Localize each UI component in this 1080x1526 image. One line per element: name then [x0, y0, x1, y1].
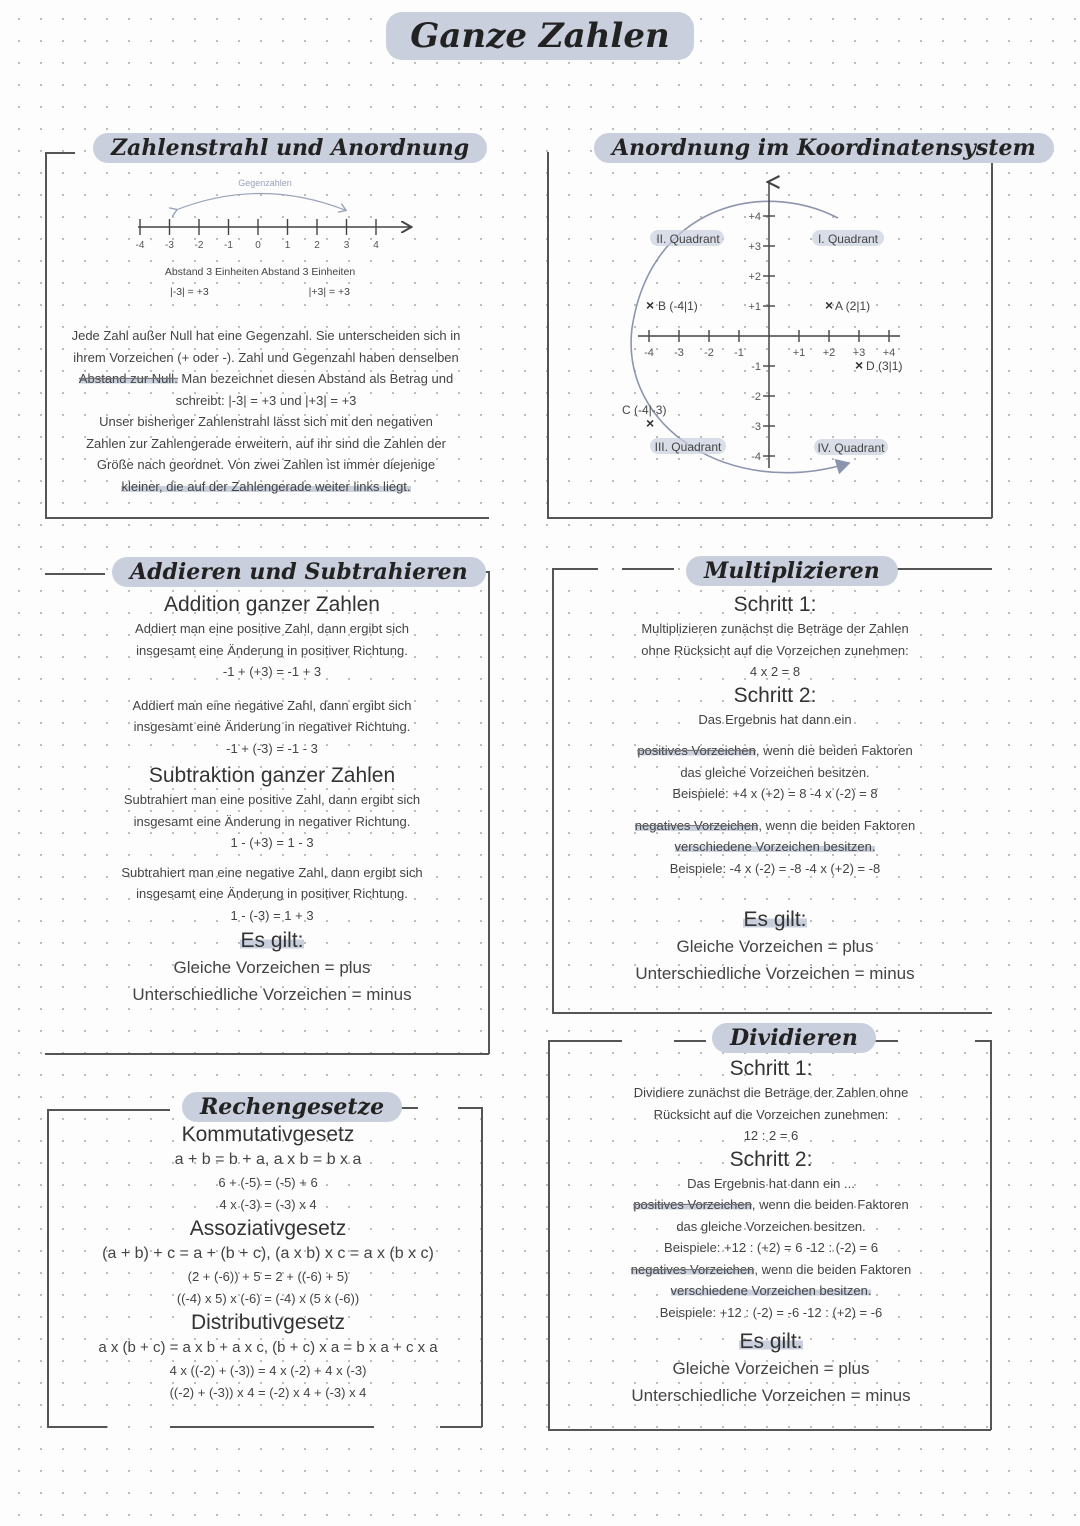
number-line-tick-label: -1 — [224, 240, 233, 251]
x-axis-tick-label: +1 — [792, 347, 806, 359]
box-border-bottom-mid — [170, 1426, 374, 1428]
box-border-right — [990, 1040, 992, 1430]
add-line-3: -1 + (+3) = -1 + 3 — [222, 664, 322, 679]
number-line-tick-label: 1 — [284, 240, 291, 251]
box-border-top-corner — [458, 1107, 482, 1109]
box-border-bottom — [45, 517, 489, 519]
box-border-right — [488, 571, 490, 1054]
mult-schritt-1: Schritt 1: — [733, 593, 817, 616]
y-axis-tick-label: +4 — [748, 211, 761, 223]
koordinaten-heading: Anordnung im Koordinatensystem — [594, 133, 1054, 163]
number-line-tick-label: 2 — [314, 240, 320, 251]
x-axis-tick-label: -2 — [704, 347, 714, 359]
dividieren-heading: Dividieren — [712, 1023, 876, 1053]
zs-line-3: Man bezeichnet diesen Abstand als Betrag und — [177, 371, 454, 386]
mult-line-3: 4 x 2 = 8 — [749, 664, 801, 679]
sub-line-6: 1 - (-3) = 1 + 3 — [230, 907, 314, 923]
mult-schritt-2: Schritt 2: — [733, 683, 817, 707]
number-line-tick-label: -4 — [135, 240, 145, 251]
zs-line-4: schreibt: |-3| = +3 und |+3| = +3 — [175, 392, 357, 408]
zs-line-5: Unser bisheriger Zahlenstrahl lässt sich mit den negativen — [99, 414, 433, 429]
rechengesetze-text — [58, 1122, 478, 1404]
box-border-left — [47, 1109, 49, 1427]
box-border-top-mid — [622, 568, 674, 570]
point-d-marker: × — [855, 357, 864, 373]
add-line-4: Addiert man eine negative Zahl, dann ergibt sich — [132, 697, 412, 713]
distance-block — [120, 262, 400, 302]
box-border-bottom — [552, 1012, 992, 1014]
box-border-left — [548, 1040, 550, 1430]
mult-line-1: Multiplizieren zunächst die Beträge der Zahlen — [641, 621, 909, 636]
point-a-marker: × — [825, 297, 834, 313]
box-border-bottom-right — [440, 1426, 482, 1428]
box-border-bottom — [547, 517, 992, 519]
point-d-label: D (3|1) — [866, 359, 903, 373]
abs-left: |-3| = +3 — [169, 286, 209, 298]
assoziativ-rule: (a + b) + c = a + (b + c), (a x b) x c = a x (b x c) — [102, 1245, 434, 1262]
multiplizieren-heading: Multiplizieren — [686, 556, 898, 586]
add-line-6: -1 + (-3) = -1 - 3 — [226, 740, 318, 756]
div-line-2: Rücksicht auf die Vorzeichen zunehmen: — [653, 1106, 889, 1122]
div-line-4: Das Ergebnis hat dann ein ... — [687, 1175, 855, 1191]
box-border-bottom — [45, 1053, 489, 1055]
box-border-top — [45, 152, 75, 154]
mult-line-6: das gleiche Vorzeichen besitzen. — [680, 764, 870, 780]
box-border-top-left — [552, 568, 598, 570]
div-line-5: , wenn die beiden Faktoren — [751, 1197, 909, 1212]
div-schritt-2: Schritt 2: — [729, 1147, 813, 1171]
q3-label: III. Quadrant — [654, 440, 722, 454]
box-border-top-corner — [975, 1040, 991, 1042]
mult-line-2: ohne Rücksicht auf die Vorzeichen zunehmen: — [641, 642, 909, 658]
x-axis-tick-label: -1 — [734, 347, 744, 359]
div-neg-highlight: negatives Vorzeichen — [630, 1261, 755, 1277]
mult-rule-1: Gleiche Vorzeichen = plus — [676, 937, 874, 956]
box-border-left — [547, 152, 549, 518]
q1-label: I. Quadrant — [817, 232, 879, 246]
assoziativ-title: Assoziativgesetz — [189, 1217, 347, 1240]
zs-line-7: Größe nach geordnet. Von zwei Zahlen ist immer diejenige — [96, 457, 436, 472]
gegenzahlen-label: Gegenzahlen — [238, 178, 292, 188]
distributiv-ex-1: 4 x ((-2) + (-3)) = 4 x (-2) + 4 x (-3) — [169, 1363, 367, 1378]
point-a-label: A (2|1) — [835, 299, 871, 313]
zs-line-6: Zahlen zur Zahlengerade erweitern, auf ihr sind die Zahlen der — [86, 435, 446, 451]
div-line-10: Beispiele: +12 : (-2) = -6 -12 : (+2) = -6 — [659, 1304, 883, 1320]
mult-neg-highlight: negatives Vorzeichen — [634, 817, 759, 833]
sub-line-4: Subtrahiert man eine negative Zahl, dann ergibt sich — [121, 864, 423, 880]
rechengesetze-heading: Rechengesetze — [182, 1092, 402, 1122]
number-line — [120, 172, 420, 252]
zahlenstrahl-text — [66, 325, 466, 497]
div-rule-2: Unterschiedliche Vorzeichen = minus — [631, 1386, 911, 1405]
number-line-tick-label: -2 — [194, 240, 204, 251]
number-line-ticks — [136, 219, 380, 251]
distributiv-rule: a x (b + c) = a x b + a x c, (b + c) x a = b x a + c x a — [98, 1339, 438, 1356]
add-rule-1: Gleiche Vorzeichen = plus — [173, 958, 371, 977]
zs-line-2: ihrem Vorzeichen (+ oder -). Zahl und Gegenzahl haben denselben — [73, 349, 459, 365]
kommutativ-ex-1: 6 + (-5) = (-5) + 6 — [218, 1175, 318, 1190]
mult-rule-2: Unterschiedliche Vorzeichen = minus — [635, 964, 915, 983]
mult-line-10: Beispiele: -4 x (-2) = -8 -4 x (+2) = -8 — [669, 860, 881, 876]
assoziativ-ex-2: ((-4) x 5) x (-6) = (-4) x (5 x (-6)) — [176, 1291, 360, 1306]
number-line-tick-label: -3 — [165, 240, 174, 251]
div-line-3: 12 : 2 = 6 — [743, 1128, 799, 1143]
multiplizieren-text — [570, 592, 980, 987]
div-line-1: Dividiere zunächst die Beträge der Zahlen ohne — [633, 1085, 909, 1100]
zs-line-1: Jede Zahl außer Null hat eine Gegenzahl. Sie unterscheiden sich in — [71, 328, 461, 343]
div-line-7: Beispiele: +12 : (+2) = 6 -12 : (-2) = 6 — [664, 1240, 878, 1255]
es-gilt-div: Es gilt: — [739, 1330, 803, 1353]
assoziativ-ex-1: (2 + (-6)) + 5 = 2 + ((-6) + 5) — [187, 1269, 349, 1284]
box-border-right — [991, 150, 993, 518]
box-border-top-mid — [674, 1040, 706, 1042]
sub-line-3: 1 - (+3) = 1 - 3 — [230, 835, 314, 850]
add-line-5: insgesamt eine Änderung in negativer Richtung. — [133, 719, 411, 734]
page-title-wrap — [0, 12, 1080, 60]
addieren-text — [62, 592, 482, 1008]
y-axis-tick-label: -3 — [751, 421, 761, 433]
x-axis-tick-label: +3 — [852, 347, 866, 359]
kommutativ-ex-2: 4 x (-3) = (-3) x 4 — [219, 1197, 317, 1212]
div-rule-1: Gleiche Vorzeichen = plus — [672, 1359, 870, 1378]
box-border-bottom-left — [47, 1426, 107, 1428]
number-line-tick-label: 3 — [343, 240, 350, 251]
box-border-left — [45, 152, 47, 518]
y-axis-tick-label: +2 — [748, 271, 761, 283]
addieren-heading: Addieren und Subtrahieren — [112, 557, 486, 587]
mult-line-8: , wenn die beiden Faktoren — [758, 817, 916, 833]
box-border-top-left — [45, 573, 105, 575]
y-axis-tick-label: +1 — [748, 301, 761, 313]
abs-right: |+3| = +3 — [308, 286, 351, 298]
mult-line-7: Beispiele: +4 x (+2) = 8 -4 x (-2) = 8 — [672, 786, 878, 801]
point-b-label: B (-4|1) — [658, 299, 698, 313]
mult-line-4: Das Ergebnis hat dann ein — [698, 711, 852, 727]
box-border-top-left — [47, 1109, 170, 1111]
coordinate-system — [600, 168, 930, 498]
mult-pos-highlight: positives Vorzeichen — [637, 743, 756, 758]
y-axis-tick-label: -1 — [751, 361, 761, 373]
kommutativ-title: Kommutativgesetz — [181, 1123, 355, 1146]
addition-title: Addition ganzer Zahlen — [164, 593, 380, 616]
y-axis-tick-label: -2 — [751, 391, 761, 403]
page-title: Ganze Zahlen — [386, 12, 693, 60]
y-axis-tick-label: +3 — [748, 241, 761, 253]
x-axis-tick-label: -3 — [674, 347, 684, 359]
add-line-1: Addiert man eine positive Zahl, dann ergibt sich — [135, 621, 409, 636]
box-border-bottom — [548, 1429, 991, 1431]
zs-highlight-abstand: Abstand zur Null. — [78, 371, 178, 386]
box-border-top-left — [548, 1040, 622, 1042]
number-line-tick-label: 4 — [373, 240, 379, 251]
div-line-8: , wenn die beiden Faktoren — [754, 1261, 912, 1277]
q4-label: IV. Quadrant — [817, 441, 885, 455]
x-axis-tick-label: -4 — [644, 347, 654, 359]
dividieren-text — [566, 1056, 976, 1409]
div-pos-highlight: positives Vorzeichen — [633, 1197, 752, 1212]
q2-label: II. Quadrant — [656, 232, 720, 246]
es-gilt-add: Es gilt: — [240, 929, 304, 952]
point-c-label: C (-4|-3) — [622, 403, 667, 417]
box-border-right — [481, 1107, 483, 1427]
kommutativ-rule: a + b = b + a, a x b = b x a — [174, 1151, 362, 1168]
x-axis-tick-label: +4 — [882, 347, 896, 359]
distributiv-ex-2: ((-2) + (-3)) x 4 = (-2) x 4 + (-3) x 4 — [169, 1385, 367, 1400]
y-axis-tick-label: -4 — [751, 451, 761, 463]
add-rule-2: Unterschiedliche Vorzeichen = minus — [132, 985, 412, 1004]
box-border-left — [552, 568, 554, 1013]
div-line-6: das gleiche Vorzeichen besitzen. — [676, 1218, 866, 1234]
mult-line-9: verschiedene Vorzeichen besitzen. — [674, 839, 876, 854]
add-line-2: insgesamt eine Änderung in positiver Richtung. — [136, 642, 408, 658]
mult-line-5: , wenn die beiden Faktoren — [755, 743, 913, 758]
div-line-9: verschiedene Vorzeichen besitzen. — [670, 1283, 872, 1298]
sub-line-5: insgesamt eine Änderung in positiver Richtung. — [136, 886, 408, 901]
x-axis-tick-label: +2 — [822, 347, 836, 359]
point-c-marker: × — [646, 415, 655, 431]
distributiv-title: Distributivgesetz — [190, 1311, 346, 1334]
sub-line-1: Subtrahiert man eine positive Zahl, dann ergibt sich — [123, 792, 421, 807]
es-gilt-mult: Es gilt: — [743, 908, 807, 931]
distance-text: Abstand 3 Einheiten Abstand 3 Einheiten — [164, 266, 356, 278]
sub-line-2: insgesamt eine Änderung in negativer Richtung. — [133, 813, 411, 829]
number-line-tick-label: 0 — [255, 240, 261, 251]
gegenzahlen-arc — [176, 194, 345, 211]
zahlenstrahl-heading: Zahlenstrahl und Anordnung — [93, 133, 487, 163]
subtraktion-title: Subtraktion ganzer Zahlen — [148, 764, 396, 787]
div-schritt-1: Schritt 1: — [729, 1057, 813, 1080]
point-b-marker: × — [646, 297, 655, 313]
zs-line-8: kleiner, die auf der Zahlengerade weiter links liegt. — [121, 478, 411, 494]
